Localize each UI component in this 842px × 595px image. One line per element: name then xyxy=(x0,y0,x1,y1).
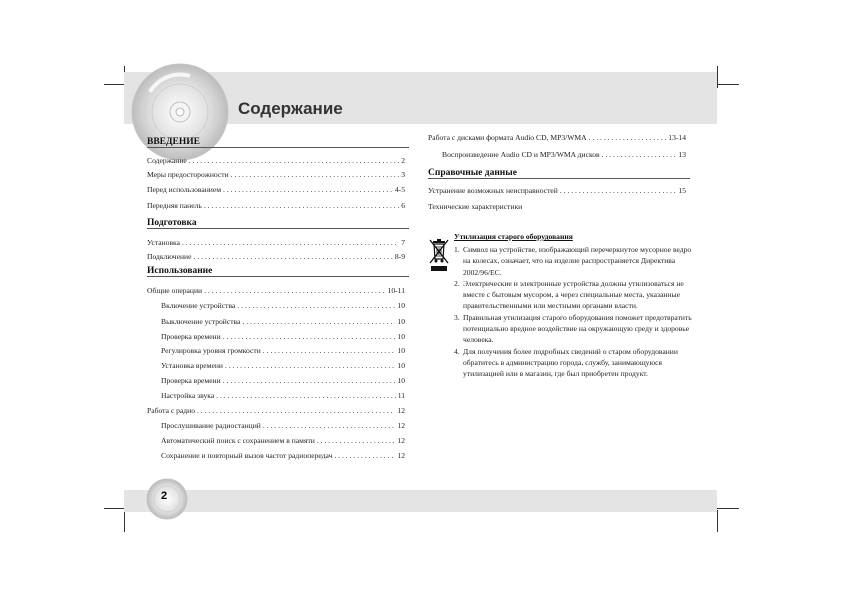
page-number: 2 xyxy=(161,490,168,502)
toc-item[interactable] xyxy=(147,252,405,261)
toc-item[interactable] xyxy=(147,156,405,165)
toc-item-label: Установка времени xyxy=(161,361,223,370)
toc-item-label: Общие операции xyxy=(147,286,203,295)
toc-item-page: 4-5 xyxy=(394,185,405,194)
crossed-bin-icon xyxy=(428,237,450,273)
toc-item-label: Проверка времени xyxy=(161,332,221,341)
crop-mark xyxy=(104,508,126,509)
toc-item-label: Регулировка уровня громкости xyxy=(161,346,261,355)
toc-item-label: Работа с радио xyxy=(147,406,195,415)
toc-item-label: Проверка времени xyxy=(161,376,221,385)
toc-item[interactable] xyxy=(428,133,686,142)
toc-item-page: 12 xyxy=(397,406,405,415)
section-heading-usage: Использование xyxy=(147,266,409,277)
toc-item-label: Автоматический поиск с сохранением в памяти xyxy=(161,436,315,445)
disposal-list xyxy=(454,244,694,380)
toc-item[interactable] xyxy=(147,201,405,210)
toc-item-label: Прослушивание радиостанций xyxy=(161,421,261,430)
disposal-title: Утилизация старого оборудования xyxy=(454,232,573,241)
toc-item-page: 10 xyxy=(397,361,405,370)
toc-item[interactable] xyxy=(147,185,405,194)
toc-item-label: Воспроизведение Audio CD и MP3/WMA дисков xyxy=(442,150,600,159)
toc-item-label: Включение устройства xyxy=(161,301,236,310)
toc-item[interactable] xyxy=(147,238,405,247)
section-heading-reference: Справочные данные xyxy=(428,168,690,179)
toc-item-page: 12 xyxy=(397,451,405,460)
toc-item-page: 12 xyxy=(397,421,405,430)
crop-mark xyxy=(124,510,125,532)
toc-item[interactable] xyxy=(161,376,405,385)
toc-item[interactable] xyxy=(161,361,405,370)
toc-item-page: 10 xyxy=(397,346,405,355)
toc-item-page: 2 xyxy=(401,156,405,165)
toc-item[interactable] xyxy=(161,451,405,460)
toc-item[interactable] xyxy=(161,391,405,400)
list-item-text: Правильная утилизация старого оборудования поможет предотвратить потенциально вредное воздействие на окружающую среду и здоровье человека. xyxy=(463,312,692,345)
toc-item-page: 10 xyxy=(397,317,405,326)
toc-item-specs[interactable]: Технические характеристики xyxy=(428,202,523,211)
toc-item[interactable] xyxy=(161,301,405,310)
toc-item-page: 8-9 xyxy=(394,252,405,261)
toc-item-page: 13 xyxy=(678,150,686,159)
crop-mark xyxy=(717,508,739,509)
toc-item-label: Подключение xyxy=(147,252,192,261)
list-item xyxy=(454,346,694,380)
list-item-number: 1. xyxy=(454,245,460,254)
crop-mark xyxy=(104,84,126,85)
toc-item-label: Меры предосторожности xyxy=(147,170,229,179)
toc-item-page: 10 xyxy=(397,376,405,385)
list-item xyxy=(454,278,694,312)
toc-item-label: Настройка звука xyxy=(161,391,215,400)
toc-item[interactable] xyxy=(161,421,405,430)
toc-item[interactable] xyxy=(442,150,686,159)
section-heading-intro: ВВЕДЕНИЕ xyxy=(147,137,409,148)
list-item-number: 3. xyxy=(454,312,460,322)
toc-item-label: Передняя панель xyxy=(147,201,202,210)
toc-item[interactable] xyxy=(161,346,405,355)
toc-item[interactable] xyxy=(161,436,405,445)
toc-item[interactable] xyxy=(161,317,405,326)
list-item xyxy=(454,312,694,346)
list-item-number: 2. xyxy=(454,278,460,288)
list-item-text: Для получения более подробных сведений о старом оборудовании обратитесь в администрацию города, службу, занимающуюся утилизацией или в магазин, где был приобретен продукт. xyxy=(463,346,678,379)
toc-item-label: Содержание xyxy=(147,156,187,165)
toc-item-page: 10 xyxy=(397,332,405,341)
toc-item-page: 3 xyxy=(401,170,405,179)
crop-mark xyxy=(717,510,718,532)
section-heading-prep: Подготовка xyxy=(147,218,409,229)
toc-item[interactable] xyxy=(147,406,405,415)
footer-band xyxy=(124,490,717,512)
toc-item-page: 7 xyxy=(401,238,405,247)
toc-item-label: Работа с дисками формата Audio CD, MP3/WMA xyxy=(428,133,587,142)
toc-item-label: Выключение устройства xyxy=(161,317,241,326)
toc-item-page: 13-14 xyxy=(668,133,686,142)
crop-mark xyxy=(717,84,739,85)
toc-item-page: 6 xyxy=(401,201,405,210)
toc-item[interactable] xyxy=(147,286,405,295)
toc-item-page: 10 xyxy=(397,301,405,310)
toc-item-label: Сохранение и повторный вызов частот радиопередач xyxy=(161,451,333,460)
toc-item-page: 11 xyxy=(397,391,405,400)
page-title: Содержание xyxy=(238,99,343,118)
list-item-text: Символ на устройстве, изображающий перечеркнутое мусорное ведро на колесах, означает, что на изделие распространяется Директива 2002/96/EC. xyxy=(463,245,692,277)
list-item xyxy=(454,244,694,278)
toc-item-label: Устранение возможных неисправностей xyxy=(428,186,558,195)
toc-item-page: 12 xyxy=(397,436,405,445)
list-item-text: Электрические и электронные устройства должны утилизоваться не вместе с бытовым мусором, а через специальные места, указанные правительственными или местными органами власти. xyxy=(463,278,684,311)
toc-item[interactable] xyxy=(147,170,405,179)
toc-item-page: 10-11 xyxy=(387,286,405,295)
toc-item-label: Перед использованием xyxy=(147,185,222,194)
list-item-number: 4. xyxy=(454,346,460,356)
toc-item-label: Установка xyxy=(147,238,181,247)
toc-item[interactable] xyxy=(161,332,405,341)
toc-item[interactable] xyxy=(428,186,686,195)
toc-item-page: 15 xyxy=(678,186,686,195)
